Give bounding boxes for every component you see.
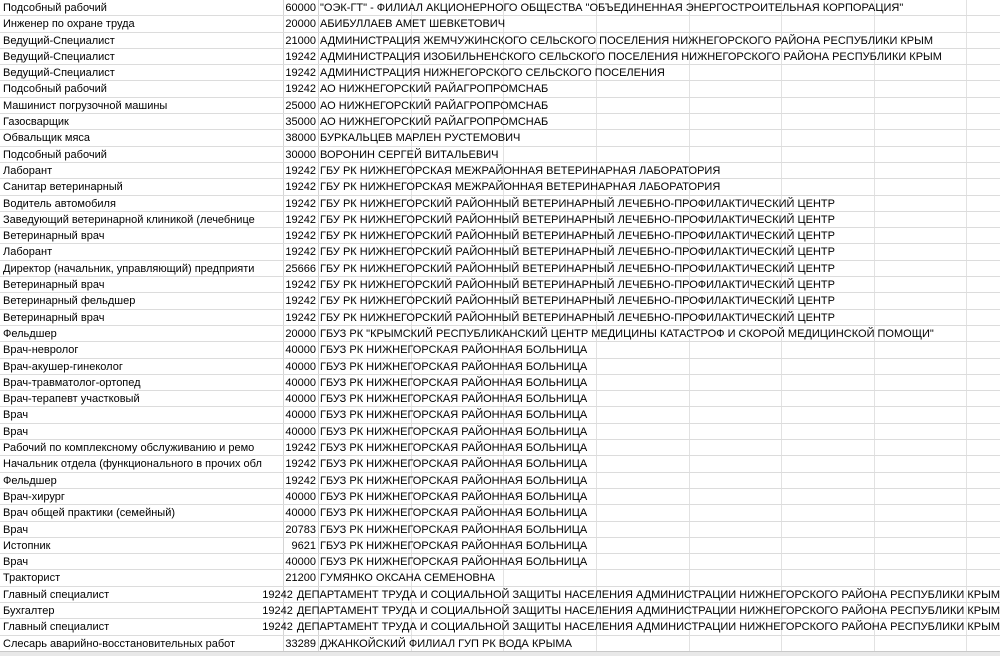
table-row	[0, 603, 1000, 619]
cell-salary[interactable]: 20783	[285, 523, 316, 536]
cell-position[interactable]: Подсобный рабочий	[3, 2, 107, 14]
cell-organization[interactable]: АО НИЖНЕГОРСКИЙ РАЙАГРОПРОМСНАБ	[320, 116, 549, 129]
table-row	[0, 456, 1000, 472]
cell-position[interactable]: Подсобный рабочий	[3, 83, 107, 96]
cell-salary[interactable]: 20000	[285, 18, 316, 31]
table-row	[0, 375, 1000, 391]
cell-organization[interactable]: ДЕПАРТАМЕНТ ТРУДА И СОЦИАЛЬНОЙ ЗАЩИТЫ НАСЕЛЕНИЯ АДМИНИСТРАЦИИ НИЖНЕГОРСКОГО РАЙОНА РЕСПУБЛИКИ КРЫМ	[296, 604, 1000, 617]
cell-organization[interactable]: "ОЭК-ГТ" - ФИЛИАЛ АКЦИОНЕРНОГО ОБЩЕСТВА "ОБЪЕДИНЕННАЯ ЭНЕРГОСТРОИТЕЛЬНАЯ КОРПОРАЦИЯ"	[320, 2, 904, 14]
cell-position[interactable]: Фельдшер	[3, 327, 57, 340]
cell-organization[interactable]: ГБУЗ РК НИЖНЕГОРСКАЯ РАЙОННАЯ БОЛЬНИЦА	[320, 376, 588, 389]
cell-position[interactable]: Подсобный рабочий	[3, 148, 107, 161]
cell-organization[interactable]: ГБУЗ РК НИЖНЕГОРСКАЯ РАЙОННАЯ БОЛЬНИЦА	[320, 409, 588, 422]
cell-organization[interactable]: АДМИНИСТРАЦИЯ ЖЕМЧУЖИНСКОГО СЕЛЬСКОГО ПОСЕЛЕНИЯ НИЖНЕГОРСКОГО РАЙОНА РЕСПУБЛИКИ КРЫМ	[320, 34, 934, 47]
cell-salary[interactable]: 19242	[262, 604, 293, 617]
cell-salary[interactable]: 19242	[285, 230, 316, 243]
table-row	[0, 33, 1000, 49]
cell-position[interactable]: Обвальщик мяса	[3, 132, 91, 145]
cell-organization[interactable]: ГБУ РК НИЖНЕГОРСКАЯ МЕЖРАЙОННАЯ ВЕТЕРИНАРНАЯ ЛАБОРАТОРИЯ	[320, 181, 721, 194]
table-row	[0, 179, 1000, 195]
table-row	[0, 0, 1000, 16]
cell-salary[interactable]: 19242	[285, 442, 316, 455]
table-row	[0, 212, 1000, 228]
cell-position[interactable]: Машинист погрузочной машины	[3, 99, 168, 112]
cell-salary[interactable]: 40000	[285, 376, 316, 389]
cell-position[interactable]: Врач-травматолог-ортопед	[3, 376, 141, 389]
cell-organization[interactable]: ГБУЗ РК НИЖНЕГОРСКАЯ РАЙОННАЯ БОЛЬНИЦА	[320, 442, 588, 455]
cell-organization[interactable]: ГБУ РК НИЖНЕГОРСКИЙ РАЙОННЫЙ ВЕТЕРИНАРНЫЙ ЛЕЧЕБНО-ПРОФИЛАКТИЧЕСКИЙ ЦЕНТР	[320, 213, 835, 226]
sheet-tabs-bar[interactable]	[0, 651, 1000, 656]
table-row	[0, 310, 1000, 326]
cell-salary[interactable]: 35000	[285, 116, 316, 129]
cell-organization[interactable]: АБИБУЛЛАЕВ АМЕТ ШЕВКЕТОВИЧ	[320, 18, 506, 31]
table-row	[0, 293, 1000, 309]
cell-salary[interactable]: 19242	[285, 246, 316, 259]
cell-salary[interactable]: 19242	[285, 295, 316, 308]
table-row	[0, 636, 1000, 652]
cell-position[interactable]: Ветеринарный врач	[3, 230, 105, 243]
cell-salary[interactable]: 19242	[262, 588, 293, 601]
cell-position[interactable]: Врач	[3, 409, 29, 422]
table-row	[0, 391, 1000, 407]
table-row	[0, 130, 1000, 146]
cell-organization[interactable]: ГБУЗ РК "КРЫМСКИЙ РЕСПУБЛИКАНСКИЙ ЦЕНТР МЕДИЦИНЫ КАТАСТРОФ И СКОРОЙ МЕДИЦИНСКОЙ ПОМОЩИ"	[320, 327, 934, 340]
cell-salary[interactable]: 40000	[285, 556, 316, 569]
cell-salary[interactable]: 60000	[285, 2, 316, 14]
cell-position[interactable]: Ветеринарный фельдшер	[3, 295, 136, 308]
cell-position[interactable]: Ведущий-Специалист	[3, 50, 115, 63]
table-row	[0, 587, 1000, 603]
table-row	[0, 49, 1000, 65]
cell-position[interactable]: Лаборант	[3, 164, 53, 177]
cell-salary[interactable]: 19242	[285, 311, 316, 324]
cell-salary[interactable]: 19242	[285, 164, 316, 177]
cell-salary[interactable]: 33289	[285, 637, 316, 650]
cell-organization[interactable]: ГБУЗ РК НИЖНЕГОРСКАЯ РАЙОННАЯ БОЛЬНИЦА	[320, 344, 588, 357]
cell-organization[interactable]: ГБУЗ РК НИЖНЕГОРСКАЯ РАЙОННАЯ БОЛЬНИЦА	[320, 490, 588, 503]
cell-organization[interactable]: ГБУЗ РК НИЖНЕГОРСКАЯ РАЙОННАЯ БОЛЬНИЦА	[320, 507, 588, 520]
cell-organization[interactable]: ГБУ РК НИЖНЕГОРСКИЙ РАЙОННЫЙ ВЕТЕРИНАРНЫЙ ЛЕЧЕБНО-ПРОФИЛАКТИЧЕСКИЙ ЦЕНТР	[320, 197, 835, 210]
table-row	[0, 440, 1000, 456]
cell-position[interactable]: Лаборант	[3, 246, 53, 259]
cell-position[interactable]: Врач-терапевт участковый	[3, 393, 140, 406]
cell-position[interactable]: Врач	[3, 523, 29, 536]
cell-salary[interactable]: 19242	[285, 474, 316, 487]
table-row	[0, 554, 1000, 570]
cell-position[interactable]: Газосварщик	[3, 116, 69, 129]
cell-organization[interactable]: ГБУЗ РК НИЖНЕГОРСКАЯ РАЙОННАЯ БОЛЬНИЦА	[320, 523, 588, 536]
table-row	[0, 326, 1000, 342]
cell-organization[interactable]: ГБУ РК НИЖНЕГОРСКИЙ РАЙОННЫЙ ВЕТЕРИНАРНЫЙ ЛЕЧЕБНО-ПРОФИЛАКТИЧЕСКИЙ ЦЕНТР	[320, 262, 835, 275]
cell-salary[interactable]: 19242	[285, 83, 316, 96]
table-row	[0, 277, 1000, 293]
cell-organization[interactable]: ГБУ РК НИЖНЕГОРСКАЯ МЕЖРАЙОННАЯ ВЕТЕРИНАРНАЯ ЛАБОРАТОРИЯ	[320, 164, 721, 177]
cell-organization[interactable]: ГБУЗ РК НИЖНЕГОРСКАЯ РАЙОННАЯ БОЛЬНИЦА	[320, 360, 588, 373]
cell-salary[interactable]: 19242	[285, 67, 316, 80]
cell-position[interactable]: Фельдшер	[3, 474, 57, 487]
cell-position[interactable]: Инженер по охране труда	[3, 18, 135, 31]
cell-position[interactable]: Санитар ветеринарный	[3, 181, 123, 194]
cell-organization[interactable]: ДЕПАРТАМЕНТ ТРУДА И СОЦИАЛЬНОЙ ЗАЩИТЫ НАСЕЛЕНИЯ АДМИНИСТРАЦИИ НИЖНЕГОРСКОГО РАЙОНА РЕСПУБЛИКИ КРЫМ	[296, 588, 1000, 601]
cell-salary[interactable]: 9621	[291, 539, 316, 552]
cell-position[interactable]: Врач-невролог	[3, 344, 79, 357]
cell-position[interactable]: Заведующий ветеринарной клиникой (лечебнице	[3, 213, 255, 226]
cell-salary[interactable]: 30000	[285, 148, 316, 161]
cell-salary[interactable]: 19242	[285, 50, 316, 63]
table-row	[0, 489, 1000, 505]
cell-position[interactable]: Ветеринарный врач	[3, 311, 105, 324]
table-row	[0, 359, 1000, 375]
table-row	[0, 342, 1000, 358]
table-row	[0, 505, 1000, 521]
cell-position[interactable]: Врач-хирург	[3, 490, 65, 503]
cell-position[interactable]: Рабочий по комплексному обслуживанию и ремо	[3, 442, 255, 455]
cell-organization[interactable]: БУРКАЛЬЦЕВ МАРЛЕН РУСТЕМОВИЧ	[320, 132, 521, 145]
cell-organization[interactable]: ГБУЗ РК НИЖНЕГОРСКАЯ РАЙОННАЯ БОЛЬНИЦА	[320, 458, 588, 471]
cell-position[interactable]: Ветеринарный врач	[3, 279, 105, 292]
table-row	[0, 424, 1000, 440]
cell-salary[interactable]: 19242	[285, 279, 316, 292]
cell-organization[interactable]: ГБУЗ РК НИЖНЕГОРСКАЯ РАЙОННАЯ БОЛЬНИЦА	[320, 474, 588, 487]
cell-organization[interactable]: ГБУЗ РК НИЖНЕГОРСКАЯ РАЙОННАЯ БОЛЬНИЦА	[320, 539, 588, 552]
table-row	[0, 407, 1000, 423]
cell-organization[interactable]: ГБУЗ РК НИЖНЕГОРСКАЯ РАЙОННАЯ БОЛЬНИЦА	[320, 393, 588, 406]
cell-salary[interactable]: 40000	[285, 425, 316, 438]
table-row	[0, 619, 1000, 635]
cell-salary[interactable]: 40000	[285, 393, 316, 406]
cell-position[interactable]: Ведущий-Специалист	[3, 34, 115, 47]
cell-salary[interactable]: 21000	[285, 34, 316, 47]
table-row	[0, 522, 1000, 538]
cell-organization[interactable]: ГБУЗ РК НИЖНЕГОРСКАЯ РАЙОННАЯ БОЛЬНИЦА	[320, 425, 588, 438]
cell-salary[interactable]: 20000	[285, 327, 316, 340]
cell-salary[interactable]: 25666	[285, 262, 316, 275]
cell-salary[interactable]: 21200	[285, 572, 316, 585]
cell-salary[interactable]: 40000	[285, 360, 316, 373]
cell-position[interactable]: Водитель автомобиля	[3, 197, 116, 210]
cell-organization[interactable]: ВОРОНИН СЕРГЕЙ ВИТАЛЬЕВИЧ	[320, 148, 499, 161]
table-row	[0, 538, 1000, 554]
cell-position[interactable]: Врач	[3, 425, 29, 438]
cell-salary[interactable]: 40000	[285, 490, 316, 503]
cell-salary[interactable]: 19242	[285, 197, 316, 210]
cell-organization[interactable]: ГБУ РК НИЖНЕГОРСКИЙ РАЙОННЫЙ ВЕТЕРИНАРНЫЙ ЛЕЧЕБНО-ПРОФИЛАКТИЧЕСКИЙ ЦЕНТР	[320, 246, 835, 259]
cell-position[interactable]: Бухгалтер	[3, 604, 55, 617]
cell-salary[interactable]: 19242	[285, 181, 316, 194]
cell-salary[interactable]: 38000	[285, 132, 316, 145]
cell-organization[interactable]: АО НИЖНЕГОРСКИЙ РАЙАГРОПРОМСНАБ	[320, 99, 549, 112]
cell-salary[interactable]: 25000	[285, 99, 316, 112]
cell-position[interactable]: Истопник	[3, 539, 51, 552]
table-row	[0, 16, 1000, 32]
table-row	[0, 98, 1000, 114]
cell-position[interactable]: Начальник отдела (функционального в прочих обл	[3, 458, 262, 471]
cell-organization[interactable]: ДЕПАРТАМЕНТ ТРУДА И СОЦИАЛЬНОЙ ЗАЩИТЫ НАСЕЛЕНИЯ АДМИНИСТРАЦИИ НИЖНЕГОРСКОГО РАЙОНА РЕСПУБЛИКИ КРЫМ	[296, 621, 1000, 634]
cell-organization[interactable]: ГБУ РК НИЖНЕГОРСКИЙ РАЙОННЫЙ ВЕТЕРИНАРНЫЙ ЛЕЧЕБНО-ПРОФИЛАКТИЧЕСКИЙ ЦЕНТР	[320, 230, 835, 243]
cell-salary[interactable]: 19242	[285, 458, 316, 471]
cell-organization[interactable]: ГБУ РК НИЖНЕГОРСКИЙ РАЙОННЫЙ ВЕТЕРИНАРНЫЙ ЛЕЧЕБНО-ПРОФИЛАКТИЧЕСКИЙ ЦЕНТР	[320, 311, 835, 324]
table-row	[0, 163, 1000, 179]
cell-organization[interactable]: АО НИЖНЕГОРСКИЙ РАЙАГРОПРОМСНАБ	[320, 83, 549, 96]
cell-organization[interactable]: ГБУ РК НИЖНЕГОРСКИЙ РАЙОННЫЙ ВЕТЕРИНАРНЫЙ ЛЕЧЕБНО-ПРОФИЛАКТИЧЕСКИЙ ЦЕНТР	[320, 295, 835, 308]
cell-salary[interactable]: 40000	[285, 409, 316, 422]
table-row	[0, 114, 1000, 130]
cell-salary[interactable]: 40000	[285, 344, 316, 357]
cell-position[interactable]: Врач общей практики (семейный)	[3, 507, 175, 520]
cell-organization[interactable]: ГУМЯНКО ОКСАНА СЕМЕНОВНА	[320, 572, 496, 585]
cell-position[interactable]: Слесарь аварийно-восстановительных работ	[3, 637, 236, 650]
table-row	[0, 570, 1000, 586]
table-row	[0, 473, 1000, 489]
cell-position[interactable]: Ведущий-Специалист	[3, 67, 115, 80]
cell-salary[interactable]: 40000	[285, 507, 316, 520]
cell-position[interactable]: Директор (начальник, управляющий) предприяти	[3, 262, 255, 275]
table-row	[0, 261, 1000, 277]
cell-organization[interactable]: ДЖАНКОЙСКИЙ ФИЛИАЛ ГУП РК ВОДА КРЫМА	[320, 637, 572, 650]
cell-position[interactable]: Врач	[3, 556, 29, 569]
table-row	[0, 65, 1000, 81]
cell-organization[interactable]: АДМИНИСТРАЦИЯ ИЗОБИЛЬНЕНСКОГО СЕЛЬСКОГО ПОСЕЛЕНИЯ НИЖНЕГОРСКОГО РАЙОНА РЕСПУБЛИКИ КРЫМ	[320, 50, 942, 63]
cell-position[interactable]: Главный специалист	[3, 621, 110, 634]
cell-organization[interactable]: АДМИНИСТРАЦИЯ НИЖНЕГОРСКОГО СЕЛЬСКОГО ПОСЕЛЕНИЯ	[320, 67, 665, 80]
cell-position[interactable]: Тракторист	[3, 572, 61, 585]
cell-salary[interactable]: 19242	[262, 621, 293, 634]
table-row	[0, 196, 1000, 212]
table-row	[0, 244, 1000, 260]
cell-position[interactable]: Главный специалист	[3, 588, 110, 601]
table-row	[0, 228, 1000, 244]
table-row	[0, 147, 1000, 163]
cell-position[interactable]: Врач-акушер-гинеколог	[3, 360, 123, 373]
table-row	[0, 81, 1000, 97]
cell-organization[interactable]: ГБУЗ РК НИЖНЕГОРСКАЯ РАЙОННАЯ БОЛЬНИЦА	[320, 556, 588, 569]
cell-salary[interactable]: 19242	[285, 213, 316, 226]
cell-organization[interactable]: ГБУ РК НИЖНЕГОРСКИЙ РАЙОННЫЙ ВЕТЕРИНАРНЫЙ ЛЕЧЕБНО-ПРОФИЛАКТИЧЕСКИЙ ЦЕНТР	[320, 279, 835, 292]
